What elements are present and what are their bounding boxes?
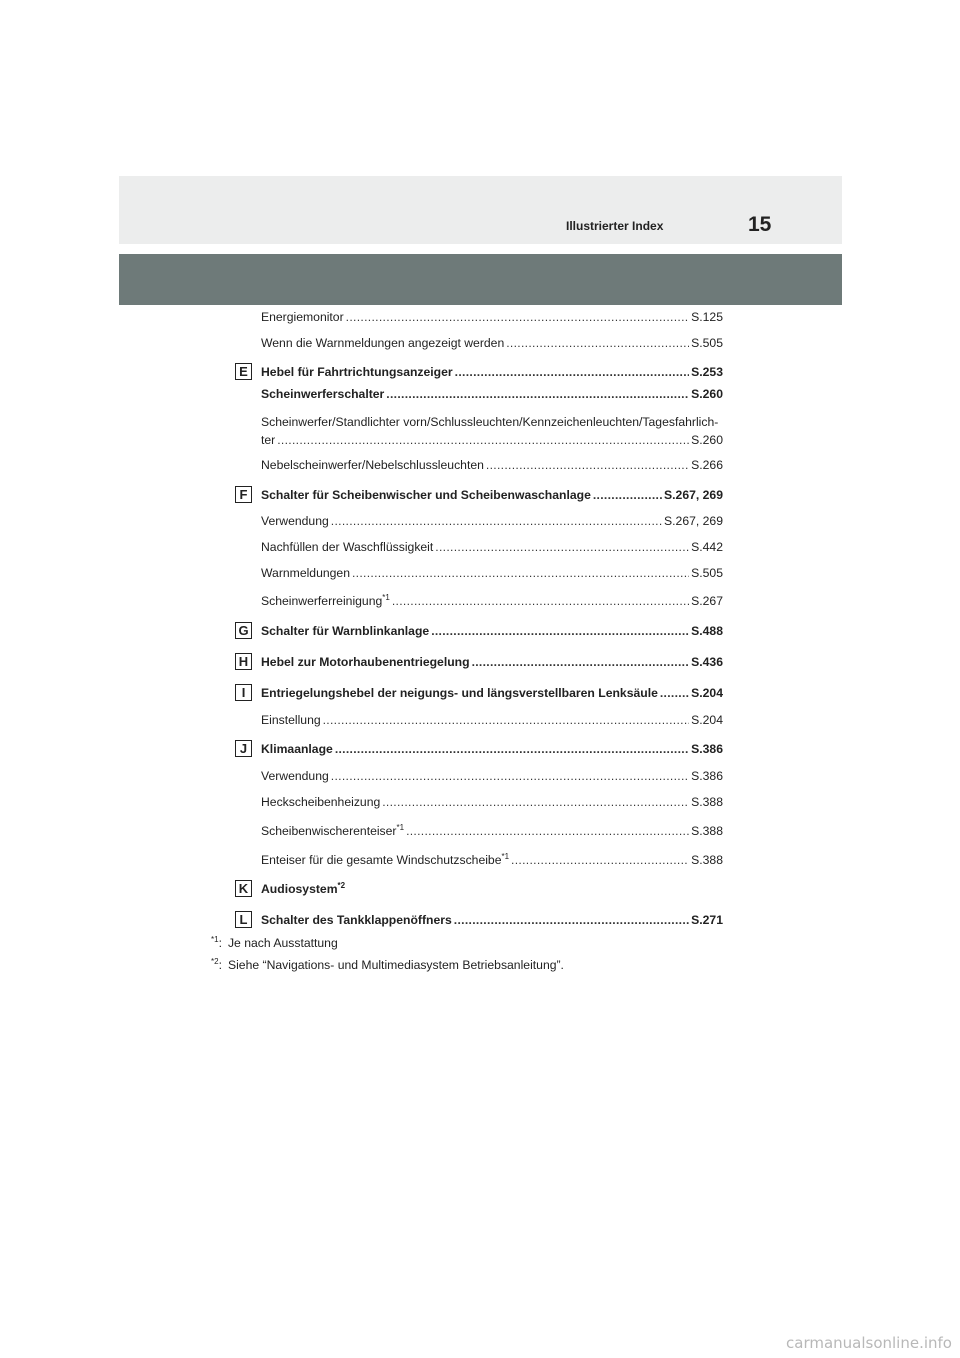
entry-label: [261, 513, 329, 529]
dot-leader: [593, 487, 662, 503]
page-reference[interactable]: S.260: [691, 387, 723, 401]
page-reference[interactable]: S.204: [691, 713, 723, 727]
index-entry-scheinwerferschalter: [261, 386, 723, 402]
entry-label: [261, 712, 321, 728]
section-letter-f: F: [235, 486, 252, 503]
index-entry-scheibenwischer: [261, 487, 723, 503]
entry-label-text: Scheibenwischerenteiser: [261, 824, 397, 838]
dot-leader: [331, 513, 662, 529]
entry-label-text: Schalter für Scheibenwischer und Scheibenwaschanlage: [261, 488, 591, 502]
section-title: Illustrierter Index: [566, 219, 664, 233]
footnote-colon: :: [218, 958, 222, 972]
entry-label-text: Enteiser für die gesamte Windschutzscheibe: [261, 853, 502, 867]
dot-leader: [455, 364, 689, 380]
dot-leader: [431, 623, 689, 639]
entry-label-text: Verwendung: [261, 514, 329, 528]
index-entry-verwendung-1: [261, 513, 723, 529]
dot-leader: [511, 852, 689, 868]
page-reference[interactable]: S.386: [691, 742, 723, 756]
page-reference[interactable]: S.488: [691, 624, 723, 638]
entry-label-text: Scheinwerferreinigung: [261, 594, 383, 608]
entry-label: [261, 852, 509, 868]
header-band-light: [119, 176, 842, 244]
index-entry-verwendung-2: [261, 768, 723, 784]
footnote-mark: *2: [211, 957, 219, 966]
entry-label: [261, 364, 453, 380]
entry-label: [261, 593, 390, 609]
dot-leader: [323, 712, 690, 728]
entry-label-text: Einstellung: [261, 713, 321, 727]
entry-label-text: Heckscheibenheizung: [261, 795, 381, 809]
page-reference[interactable]: S.505: [691, 566, 723, 580]
page-reference[interactable]: S.271: [691, 913, 723, 927]
entry-label: [261, 654, 470, 670]
entry-label: [261, 768, 329, 784]
entry-label-line1: Scheinwerfer/Standlichter vorn/Schlussleuchten/Kennzeichenleuchten/Tagesfahrlich-: [261, 415, 719, 429]
entry-label-text: Schalter des Tankklappenöffners: [261, 913, 452, 927]
dot-leader: [346, 309, 689, 325]
section-letter-g: G: [235, 622, 252, 639]
footnote-text: Siehe “Navigations- und Multimediasystem Betriebsanleitung”.: [227, 958, 564, 972]
index-entry-motorhaube: [261, 654, 723, 670]
footnote-mark: *1: [211, 935, 219, 944]
entry-label-text: Schalter für Warnblinkanlage: [261, 624, 430, 638]
entry-label: [261, 432, 275, 448]
dot-leader: [472, 654, 690, 670]
index-entry-tankklappe: [261, 912, 723, 928]
index-entry-scheibenwischerenteiser: [261, 823, 723, 839]
dot-leader: [406, 823, 689, 839]
footnote-marker: *1: [382, 593, 390, 602]
entry-label-text: Hebel zur Motorhaubenentriegelung: [261, 655, 470, 669]
index-entry-warnmeldungen-2: [261, 565, 723, 581]
entry-label: [261, 539, 433, 555]
entry-label-text: Klimaanlage: [261, 742, 333, 756]
dot-leader: [382, 794, 689, 810]
header-band-dark: [119, 254, 842, 305]
entry-label: [261, 457, 484, 473]
index-entry-waschfluessigkeit: [261, 539, 723, 555]
index-entry-fahrtrichtungsanzeiger: [261, 364, 723, 380]
page-reference[interactable]: S.388: [691, 824, 723, 838]
page-reference[interactable]: S.266: [691, 458, 723, 472]
section-letter-h: H: [235, 653, 252, 670]
entry-label: [261, 309, 344, 325]
index-entry-einstellung: [261, 712, 723, 728]
index-entry-heckscheibenheizung: [261, 794, 723, 810]
dot-leader: [435, 539, 689, 555]
section-letter-k: K: [235, 880, 252, 897]
entry-label: [261, 912, 452, 928]
entry-label-text: Verwendung: [261, 769, 329, 783]
page-number: 15: [748, 213, 772, 236]
index-entry-scheinwerfer-standlichter: [261, 432, 723, 448]
entry-label-text: Scheinwerferschalter: [261, 387, 385, 401]
footnote-marker: *1: [396, 823, 405, 832]
dot-leader: [486, 457, 689, 473]
entry-label: [261, 794, 380, 810]
dot-leader: [506, 335, 689, 351]
section-letter-i: I: [235, 684, 252, 701]
entry-label-text: Wenn die Warnmeldungen angezeigt werden: [261, 336, 505, 350]
index-entry-warnmeldungen-1: [261, 335, 723, 351]
footnote-colon: :: [218, 936, 222, 950]
page-reference[interactable]: S.253: [691, 365, 723, 379]
watermark[interactable]: carmanualsonline.info: [786, 1334, 952, 1352]
index-entry-nebelscheinwerfer: [261, 457, 723, 473]
index-entry-klimaanlage: [261, 741, 723, 757]
page-reference[interactable]: S.267, 269: [664, 488, 723, 502]
index-entry-warnblinkanlage: [261, 623, 723, 639]
footnote: [211, 935, 338, 951]
section-letter-j: J: [235, 740, 252, 757]
index-entry-enteiser-windschutzscheibe: [261, 852, 723, 868]
index-entry-lenksaeule: [261, 685, 723, 701]
page-reference[interactable]: S.267: [691, 594, 723, 608]
entry-label: [261, 335, 504, 351]
index-entry-scheinwerferreinigung: [261, 593, 723, 609]
footnote-text: Je nach Ausstattung: [227, 936, 338, 950]
footnote-marker: *1: [501, 852, 510, 861]
entry-label: [261, 386, 384, 402]
footnote: [211, 957, 564, 973]
entry-label-text: Entriegelungshebel der neigungs- und längsverstellbaren Lenksäule: [261, 686, 658, 700]
section-letter-e: E: [235, 363, 252, 380]
dot-leader: [392, 593, 689, 609]
dot-leader: [386, 386, 689, 402]
dot-leader: [335, 741, 689, 757]
entry-label: [261, 741, 333, 757]
dot-leader: [277, 432, 689, 448]
page-reference[interactable]: S.260: [691, 433, 723, 447]
page-reference[interactable]: S.267, 269: [664, 514, 723, 528]
footnote-marker: *2: [337, 881, 346, 890]
index-entry-audiosystem: [261, 881, 723, 897]
entry-label: [261, 487, 591, 503]
entry-label-text: ter: [261, 433, 276, 447]
entry-label-text: Hebel für Fahrtrichtungsanzeiger: [261, 365, 453, 379]
entry-label-text: Nebelscheinwerfer/Nebelschlussleuchten: [261, 458, 484, 472]
page-reference[interactable]: S.388: [691, 853, 723, 867]
entry-label-text: Warnmeldungen: [261, 566, 350, 580]
entry-label: [261, 823, 404, 839]
entry-label-text: Nachfüllen der Waschflüssigkeit: [261, 540, 434, 554]
dot-leader: [660, 685, 689, 701]
dot-leader: [454, 912, 689, 928]
page-reference[interactable]: S.204: [691, 686, 723, 700]
page-reference[interactable]: S.386: [691, 769, 723, 783]
entry-label-text: Audiosystem: [261, 882, 338, 896]
page-reference[interactable]: S.505: [691, 336, 723, 350]
page-reference[interactable]: S.125: [691, 310, 723, 324]
page-reference[interactable]: S.388: [691, 795, 723, 809]
page-reference[interactable]: S.442: [691, 540, 723, 554]
entry-label: [261, 623, 429, 639]
dot-leader: [331, 768, 689, 784]
entry-label: [261, 565, 350, 581]
page-reference[interactable]: S.436: [691, 655, 723, 669]
entry-label: [261, 685, 658, 701]
entry-label-text: Energiemonitor: [261, 310, 344, 324]
index-entry-energiemonitor: [261, 309, 723, 325]
entry-label: [261, 881, 345, 897]
dot-leader: [352, 565, 689, 581]
section-letter-l: L: [235, 911, 252, 928]
